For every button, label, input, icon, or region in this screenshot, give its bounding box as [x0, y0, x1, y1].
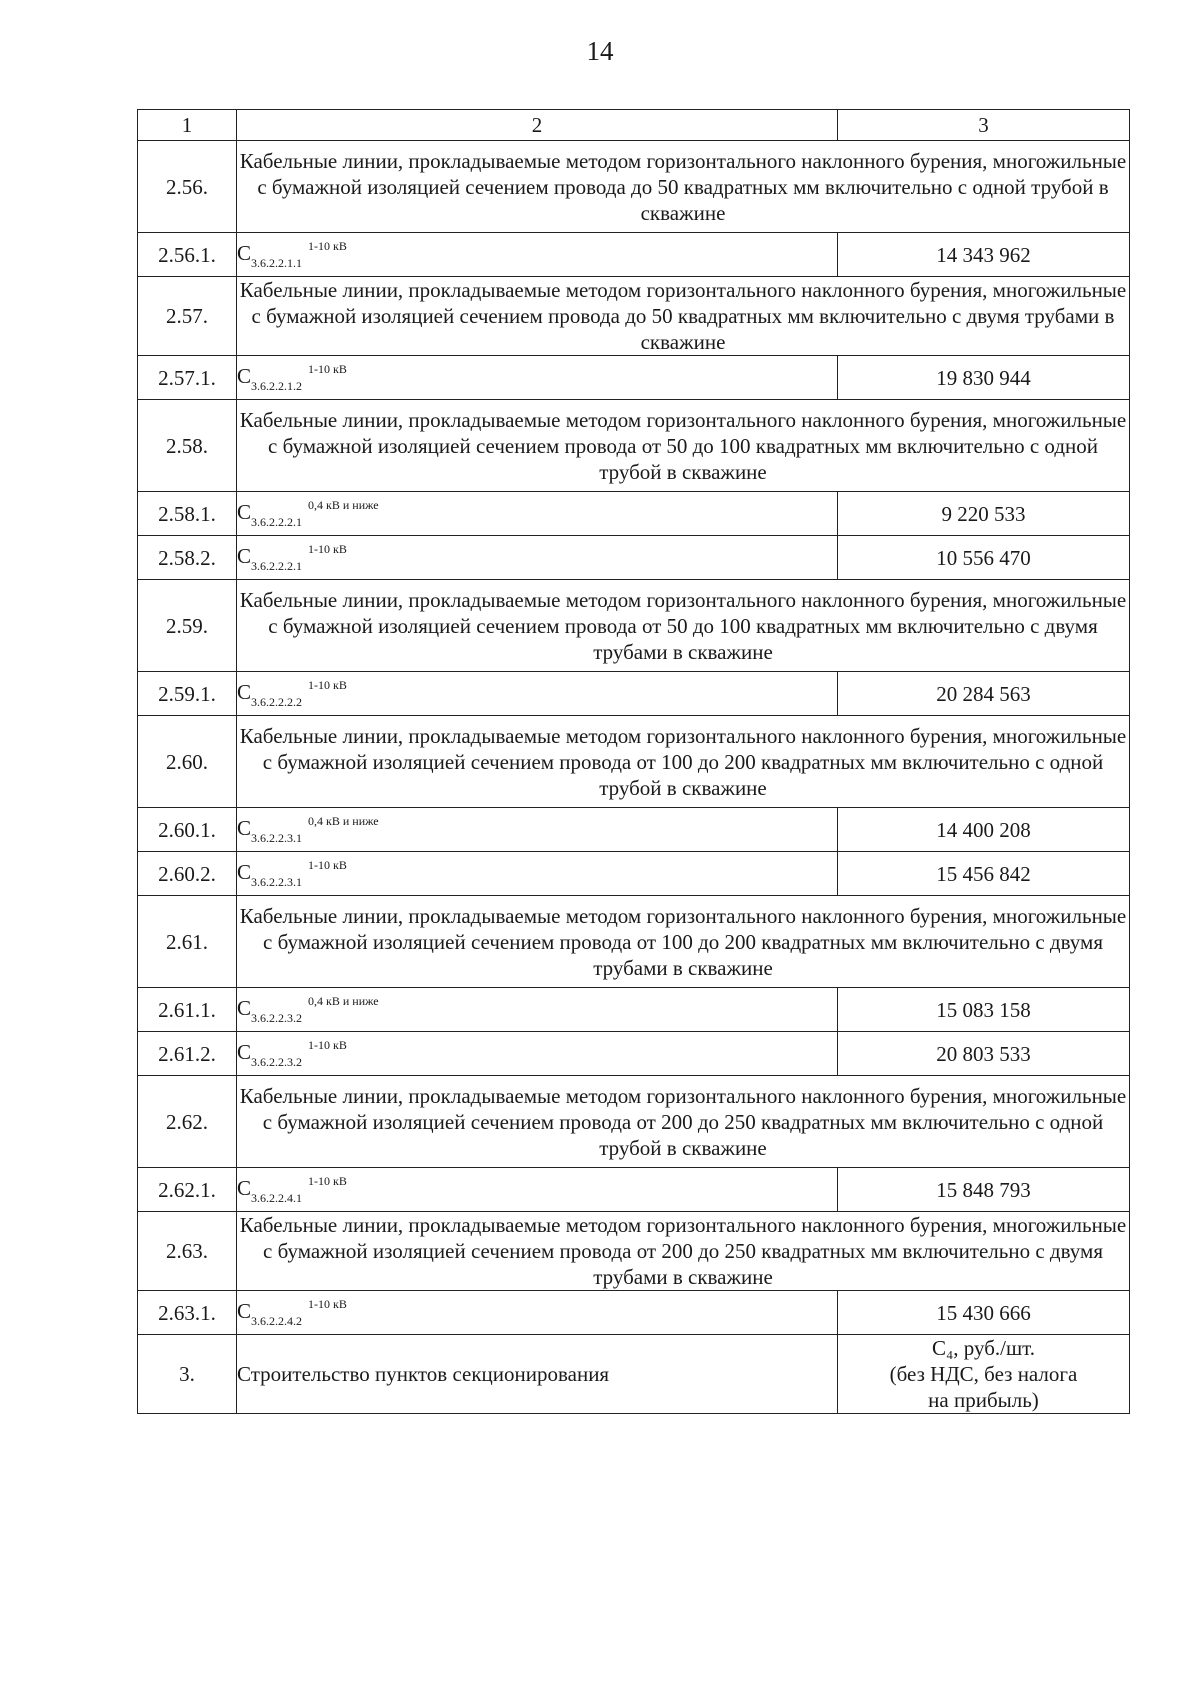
rate-value: 20 803 533 [838, 1032, 1130, 1076]
table-row [138, 896, 1130, 988]
rate-subscript: 3.6.2.2.4.2 [251, 1314, 303, 1328]
rate-code [237, 1168, 838, 1212]
rate-symbol: С [237, 680, 252, 704]
header-col-2: 2 [237, 110, 838, 141]
unit-line: на прибыль) [928, 1388, 1039, 1412]
rate-code [237, 536, 838, 580]
table-row [138, 988, 1130, 1032]
row-number: 2.60.1. [138, 808, 237, 852]
header-col-1: 1 [138, 110, 237, 141]
row-number: 2.63.1. [138, 1291, 237, 1335]
row-number: 2.58. [138, 400, 237, 492]
table-row [138, 400, 1130, 492]
rate-symbol: С [237, 544, 252, 568]
row-number: 3. [138, 1335, 237, 1414]
rate-value: 15 848 793 [838, 1168, 1130, 1212]
rate-subscript: 3.6.2.2.3.2 [251, 1055, 303, 1069]
table-row [138, 672, 1130, 716]
rate-voltage: 0,4 кВ и ниже [308, 498, 379, 512]
rate-subscript: 3.6.2.2.4.1 [251, 1191, 303, 1205]
rate-voltage: 1-10 кВ [308, 239, 347, 253]
rate-code [237, 672, 838, 716]
row-description: Кабельные линии, прокладываемые методом горизонтального наклонного бурения, многожильные с бумажной изоляцией сечением провода от 100 до 200 квадратных мм включительно с одной трубой в скважине [237, 716, 1130, 808]
row-description: Кабельные линии, прокладываемые методом горизонтального наклонного бурения, многожильные с бумажной изоляцией сечением провода от 50 до 100 квадратных мм включительно с двумя трубами в скважине [237, 580, 1130, 672]
rate-code [237, 1291, 838, 1335]
rate-value: 15 430 666 [838, 1291, 1130, 1335]
row-description: Кабельные линии, прокладываемые методом горизонтального наклонного бурения, многожильные с бумажной изоляцией сечением провода до 50 квадратных мм включительно с одной трубой в скважине [237, 141, 1130, 233]
rate-code [237, 233, 838, 277]
row-description: Кабельные линии, прокладываемые методом горизонтального наклонного бурения, многожильные с бумажной изоляцией сечением провода от 200 до 250 квадратных мм включительно с двумя трубами в скважине [237, 1212, 1130, 1291]
rate-value: 20 284 563 [838, 672, 1130, 716]
row-number: 2.63. [138, 1212, 237, 1291]
row-number: 2.56.1. [138, 233, 237, 277]
rate-code [237, 852, 838, 896]
table-row [138, 356, 1130, 400]
section-title: Строительство пунктов секционирования [237, 1335, 838, 1414]
row-number: 2.57.1. [138, 356, 237, 400]
row-number: 2.56. [138, 141, 237, 233]
rate-symbol: С [237, 241, 252, 265]
rate-voltage: 1-10 кВ [308, 858, 347, 872]
rate-symbol: С [237, 500, 252, 524]
rate-symbol: С [237, 1299, 252, 1323]
rate-symbol: С [237, 364, 252, 388]
table-row [138, 852, 1130, 896]
row-number: 2.59. [138, 580, 237, 672]
row-number: 2.61. [138, 896, 237, 988]
rate-value: 15 456 842 [838, 852, 1130, 896]
table-row [138, 1335, 1130, 1414]
table-row [138, 1076, 1130, 1168]
row-number: 2.61.2. [138, 1032, 237, 1076]
unit-line: (без НДС, без налога [889, 1362, 1078, 1386]
rate-voltage: 1-10 кВ [308, 1038, 347, 1052]
table-row [138, 536, 1130, 580]
table-row [138, 1032, 1130, 1076]
rate-value: 15 083 158 [838, 988, 1130, 1032]
rate-code [237, 1032, 838, 1076]
table-header-row [138, 110, 1130, 141]
rate-voltage: 1-10 кВ [308, 678, 347, 692]
row-number: 2.59.1. [138, 672, 237, 716]
rate-code [237, 492, 838, 536]
rate-subscript: 3.6.2.2.1.2 [251, 379, 303, 393]
rate-value: 14 343 962 [838, 233, 1130, 277]
table-row [138, 277, 1130, 356]
row-number: 2.62.1. [138, 1168, 237, 1212]
rate-code [237, 988, 838, 1032]
rate-value: 14 400 208 [838, 808, 1130, 852]
table-row [138, 1291, 1130, 1335]
table-row [138, 233, 1130, 277]
row-number: 2.60.2. [138, 852, 237, 896]
rate-subscript: 3.6.2.2.2.1 [251, 559, 303, 573]
row-description: Кабельные линии, прокладываемые методом горизонтального наклонного бурения, многожильные с бумажной изоляцией сечением провода до 50 квадратных мм включительно с двумя трубами в скважине [237, 277, 1130, 356]
rate-code [237, 356, 838, 400]
rate-value: 10 556 470 [838, 536, 1130, 580]
tariff-table [137, 109, 1130, 1414]
table-row [138, 808, 1130, 852]
rate-symbol: С [237, 1040, 252, 1064]
header-col-3: 3 [838, 110, 1130, 141]
row-number: 2.58.1. [138, 492, 237, 536]
rate-subscript: 3.6.2.2.2.2 [251, 695, 303, 709]
rate-symbol: С [237, 1176, 252, 1200]
rate-voltage: 0,4 кВ и ниже [308, 814, 379, 828]
table-row [138, 580, 1130, 672]
table-row [138, 1168, 1130, 1212]
rate-voltage: 1-10 кВ [308, 1174, 347, 1188]
row-number: 2.58.2. [138, 536, 237, 580]
rate-symbol: С [237, 816, 252, 840]
table-row [138, 716, 1130, 808]
rate-value: 9 220 533 [838, 492, 1130, 536]
rate-symbol: С [237, 996, 252, 1020]
row-number: 2.60. [138, 716, 237, 808]
rate-code [237, 808, 838, 852]
rate-subscript: 3.6.2.2.3.1 [251, 875, 303, 889]
rate-subscript: 3.6.2.2.3.1 [251, 831, 303, 845]
rate-subscript: 3.6.2.2.3.2 [251, 1011, 303, 1025]
rate-value: 19 830 944 [838, 356, 1130, 400]
rate-voltage: 1-10 кВ [308, 1297, 347, 1311]
table-row [138, 492, 1130, 536]
page-number: 14 [586, 36, 614, 66]
rate-subscript: 3.6.2.2.2.1 [251, 515, 303, 529]
rate-voltage: 1-10 кВ [308, 542, 347, 556]
row-number: 2.61.1. [138, 988, 237, 1032]
rate-voltage: 1-10 кВ [308, 362, 347, 376]
row-number: 2.57. [138, 277, 237, 356]
rate-voltage: 0,4 кВ и ниже [308, 994, 379, 1008]
rate-subscript: 3.6.2.2.1.1 [251, 256, 303, 270]
table-row [138, 1212, 1130, 1291]
rate-symbol: С [237, 860, 252, 884]
row-description: Кабельные линии, прокладываемые методом горизонтального наклонного бурения, многожильные с бумажной изоляцией сечением провода от 100 до 200 квадратных мм включительно с двумя трубами в скважине [237, 896, 1130, 988]
unit-description [838, 1335, 1130, 1414]
row-description: Кабельные линии, прокладываемые методом горизонтального наклонного бурения, многожильные с бумажной изоляцией сечением провода от 50 до 100 квадратных мм включительно с одной трубой в скважине [237, 400, 1130, 492]
row-number: 2.62. [138, 1076, 237, 1168]
table-row [138, 141, 1130, 233]
unit-line: С₄, руб./шт. [931, 1336, 1036, 1360]
row-description: Кабельные линии, прокладываемые методом горизонтального наклонного бурения, многожильные с бумажной изоляцией сечением провода от 200 до 250 квадратных мм включительно с одной трубой в скважине [237, 1076, 1130, 1168]
